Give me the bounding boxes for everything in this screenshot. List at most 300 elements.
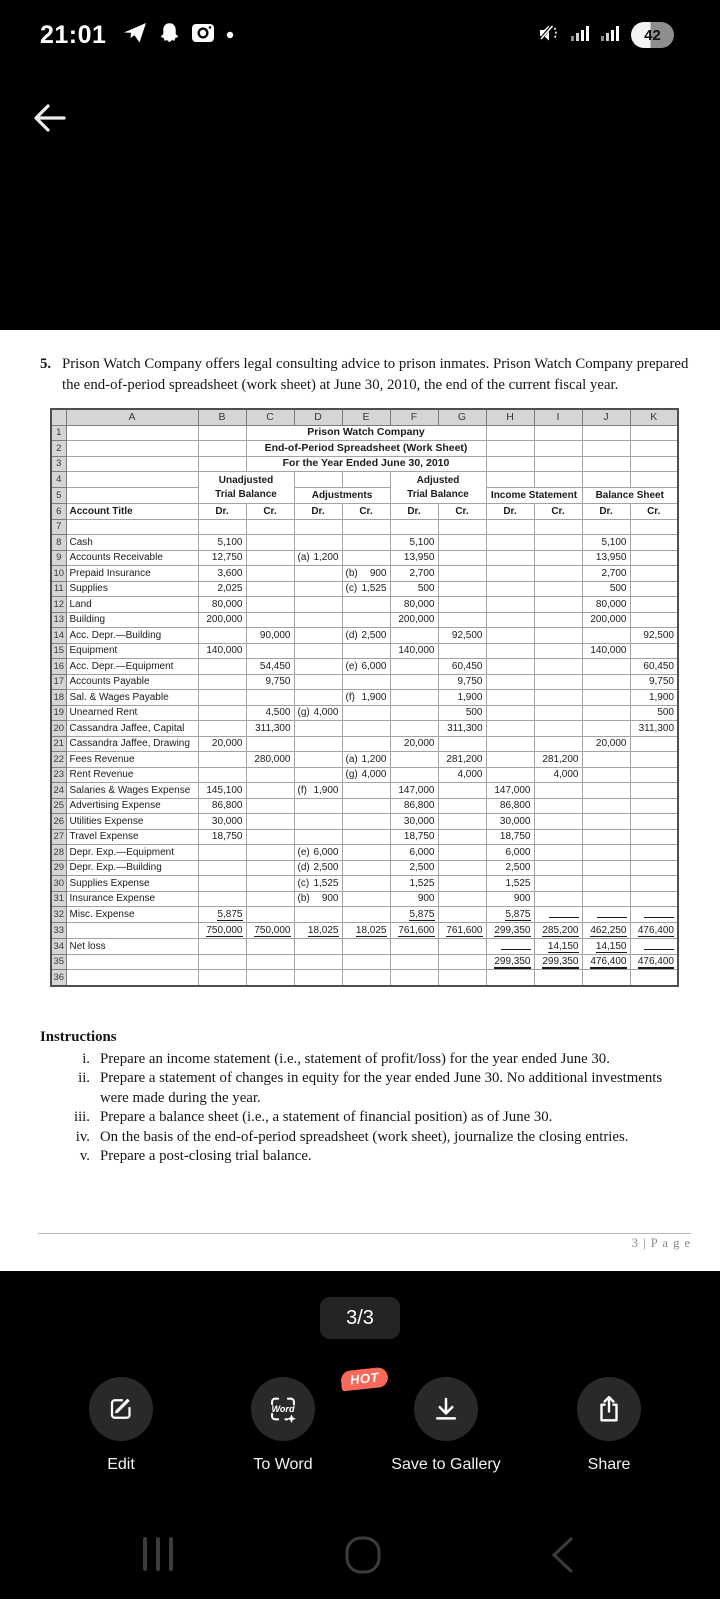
account-title-cell bbox=[66, 970, 198, 986]
amount-cell: 147,000 bbox=[486, 783, 534, 799]
amount-cell bbox=[630, 860, 678, 876]
amount-cell bbox=[438, 798, 486, 814]
instruction-item bbox=[40, 1147, 692, 1167]
amount-cell: 299,350 bbox=[534, 954, 582, 970]
share-label: Share bbox=[587, 1456, 631, 1473]
sheet-cell bbox=[630, 425, 678, 441]
account-title-cell: Unearned Rent bbox=[66, 705, 198, 721]
amount-cell bbox=[486, 690, 534, 706]
dr-header: Dr. bbox=[582, 504, 630, 520]
amount-cell bbox=[486, 612, 534, 628]
problem-text: Prison Watch Company offers legal consulting advice to prison inmates. Prison Watch Company prepared the end-of-period spreadsheet (work sheet) at June 30, 2010, the end of the current fiscal year. bbox=[62, 356, 689, 393]
amount-cell: (f) 1,900 bbox=[342, 690, 390, 706]
home-button[interactable] bbox=[344, 1535, 382, 1580]
instructions-list bbox=[40, 1050, 692, 1167]
amount-cell bbox=[246, 845, 294, 861]
amount-cell bbox=[438, 876, 486, 892]
sheet-data-row bbox=[51, 705, 678, 721]
amount-cell bbox=[630, 938, 678, 954]
amount-cell bbox=[246, 597, 294, 613]
status-bar bbox=[0, 0, 720, 62]
amount-cell bbox=[534, 860, 582, 876]
amount-cell bbox=[630, 736, 678, 752]
account-title-cell: Accounts Receivable bbox=[66, 550, 198, 566]
save-to-gallery-button[interactable] bbox=[366, 1377, 526, 1474]
row-number: 19 bbox=[51, 705, 66, 721]
amount-cell bbox=[294, 690, 342, 706]
amount-cell: 200,000 bbox=[198, 612, 246, 628]
column-letter: A bbox=[66, 409, 198, 425]
amount-cell bbox=[582, 705, 630, 721]
amount-cell bbox=[630, 612, 678, 628]
row-number: 25 bbox=[51, 798, 66, 814]
amount-cell: 9,750 bbox=[246, 674, 294, 690]
row-number: 3 bbox=[51, 456, 66, 472]
sheet-data-row bbox=[51, 581, 678, 597]
amount-cell bbox=[534, 798, 582, 814]
row-number: 27 bbox=[51, 829, 66, 845]
amount-cell: 500 bbox=[438, 705, 486, 721]
column-letter: H bbox=[486, 409, 534, 425]
sheet-data-row bbox=[51, 659, 678, 675]
amount-cell bbox=[294, 612, 342, 628]
amount-cell bbox=[630, 907, 678, 923]
amount-cell bbox=[342, 798, 390, 814]
amount-cell: (f) 1,900 bbox=[294, 783, 342, 799]
unadjusted-trial-balance-header: Unadjusted Trial Balance bbox=[198, 472, 294, 504]
amount-cell bbox=[342, 736, 390, 752]
row-number: 15 bbox=[51, 643, 66, 659]
amount-cell bbox=[534, 566, 582, 582]
row-number: 36 bbox=[51, 970, 66, 986]
amount-cell bbox=[246, 860, 294, 876]
amount-cell bbox=[582, 970, 630, 986]
cr-header: Cr. bbox=[534, 504, 582, 520]
amount-cell: 140,000 bbox=[390, 643, 438, 659]
amount-cell: 5,875 bbox=[486, 907, 534, 923]
amount-cell bbox=[486, 767, 534, 783]
amount-cell bbox=[342, 535, 390, 551]
amount-cell bbox=[438, 783, 486, 799]
instruction-text: On the basis of the end-of-period spreadsheet (work sheet), journalize the closing entries. bbox=[100, 1128, 629, 1145]
amount-cell bbox=[534, 721, 582, 737]
amount-cell bbox=[582, 659, 630, 675]
amount-cell bbox=[438, 938, 486, 954]
amount-cell bbox=[246, 535, 294, 551]
amount-cell bbox=[294, 519, 342, 535]
account-title-cell: Land bbox=[66, 597, 198, 613]
clock: 21:01 bbox=[40, 20, 107, 49]
balance-sheet-header: Balance Sheet bbox=[582, 487, 678, 504]
amount-cell bbox=[246, 690, 294, 706]
amount-cell bbox=[294, 721, 342, 737]
edit-button[interactable] bbox=[41, 1377, 201, 1474]
sheet-cell bbox=[294, 472, 342, 488]
amount-cell bbox=[390, 767, 438, 783]
amount-cell bbox=[390, 659, 438, 675]
footer-divider bbox=[38, 1233, 691, 1234]
amount-cell bbox=[486, 550, 534, 566]
amount-cell bbox=[534, 845, 582, 861]
amount-cell bbox=[438, 829, 486, 845]
account-title-cell: Misc. Expense bbox=[66, 907, 198, 923]
amount-cell bbox=[486, 566, 534, 582]
row-number: 24 bbox=[51, 783, 66, 799]
sheet-cell bbox=[66, 456, 198, 472]
amount-cell: 92,500 bbox=[438, 628, 486, 644]
amount-cell: 80,000 bbox=[198, 597, 246, 613]
amount-cell bbox=[630, 752, 678, 768]
amount-cell: 761,600 bbox=[390, 923, 438, 939]
amount-cell bbox=[342, 550, 390, 566]
word-icon[interactable] bbox=[251, 1369, 380, 1441]
column-letter: K bbox=[630, 409, 678, 425]
amount-cell bbox=[342, 721, 390, 737]
amount-cell bbox=[582, 767, 630, 783]
amount-cell: 285,200 bbox=[534, 923, 582, 939]
amount-cell bbox=[342, 829, 390, 845]
amount-cell bbox=[534, 612, 582, 628]
sheet-data-row bbox=[51, 798, 678, 814]
signal-icon bbox=[571, 25, 591, 46]
amount-cell bbox=[582, 876, 630, 892]
corner-cell bbox=[51, 409, 66, 425]
amount-cell bbox=[438, 643, 486, 659]
amount-cell bbox=[342, 705, 390, 721]
amount-cell bbox=[438, 814, 486, 830]
amount-cell bbox=[582, 674, 630, 690]
amount-cell bbox=[630, 845, 678, 861]
dr-header: Dr. bbox=[294, 504, 342, 520]
income-statement-header: Income Statement bbox=[486, 487, 582, 504]
instruction-text: Prepare a balance sheet (i.e., a statement of financial position) as of June 30. bbox=[100, 1109, 553, 1125]
amount-cell bbox=[486, 519, 534, 535]
amount-cell: 311,300 bbox=[630, 721, 678, 737]
amount-cell bbox=[390, 628, 438, 644]
instruction-item bbox=[40, 1050, 692, 1070]
amount-cell: 476,400 bbox=[582, 954, 630, 970]
amount-cell bbox=[246, 767, 294, 783]
account-title-header: Account Title bbox=[66, 504, 198, 520]
amount-cell: 80,000 bbox=[390, 597, 438, 613]
amount-cell bbox=[486, 705, 534, 721]
amount-cell bbox=[486, 643, 534, 659]
amount-cell bbox=[342, 612, 390, 628]
amount-cell: (d) 2,500 bbox=[294, 860, 342, 876]
amount-cell: 1,525 bbox=[486, 876, 534, 892]
amount-cell bbox=[294, 814, 342, 830]
amount-cell bbox=[246, 876, 294, 892]
amount-cell bbox=[246, 550, 294, 566]
sheet-data-row bbox=[51, 597, 678, 613]
amount-cell bbox=[198, 674, 246, 690]
account-title-cell: Acc. Depr.—Building bbox=[66, 628, 198, 644]
row-number: 20 bbox=[51, 721, 66, 737]
problem-number: 5. bbox=[40, 356, 52, 372]
amount-cell: 18,750 bbox=[486, 829, 534, 845]
amount-cell: (e) 6,000 bbox=[294, 845, 342, 861]
sheet-data-row bbox=[51, 954, 678, 970]
amount-cell: 20,000 bbox=[390, 736, 438, 752]
amount-cell bbox=[486, 535, 534, 551]
amount-cell bbox=[246, 814, 294, 830]
amount-cell: (c) 1,525 bbox=[342, 581, 390, 597]
sheet-cell bbox=[486, 425, 534, 441]
amount-cell: (a) 1,200 bbox=[294, 550, 342, 566]
row-number: 33 bbox=[51, 923, 66, 939]
column-letter: F bbox=[390, 409, 438, 425]
amount-cell: 1,525 bbox=[390, 876, 438, 892]
amount-cell bbox=[390, 519, 438, 535]
cr-header: Cr. bbox=[342, 504, 390, 520]
amount-cell bbox=[438, 736, 486, 752]
amount-cell bbox=[198, 860, 246, 876]
account-title-cell: Sal. & Wages Payable bbox=[66, 690, 198, 706]
amount-cell bbox=[198, 876, 246, 892]
sheet-data-row bbox=[51, 876, 678, 892]
amount-cell bbox=[198, 891, 246, 907]
account-title-cell: Utilities Expense bbox=[66, 814, 198, 830]
amount-cell: 18,750 bbox=[198, 829, 246, 845]
document-page bbox=[0, 330, 720, 1271]
amount-cell bbox=[342, 860, 390, 876]
sheet-data-row bbox=[51, 721, 678, 737]
group-header-row bbox=[51, 487, 678, 504]
amount-cell bbox=[534, 970, 582, 986]
amount-cell bbox=[198, 659, 246, 675]
account-title-cell: Depr. Exp.—Equipment bbox=[66, 845, 198, 861]
amount-cell bbox=[534, 705, 582, 721]
instructions-section bbox=[40, 1028, 692, 1167]
amount-cell bbox=[342, 783, 390, 799]
sheet-data-row bbox=[51, 550, 678, 566]
back-button[interactable] bbox=[30, 98, 76, 144]
column-letter: G bbox=[438, 409, 486, 425]
amount-cell bbox=[246, 612, 294, 628]
account-title-cell bbox=[66, 954, 198, 970]
cr-header: Cr. bbox=[246, 504, 294, 520]
viewer-bottom-bar bbox=[0, 1271, 720, 1599]
amount-cell bbox=[342, 954, 390, 970]
amount-cell: 30,000 bbox=[390, 814, 438, 830]
edit-icon[interactable] bbox=[89, 1377, 153, 1441]
account-title-cell: Insurance Expense bbox=[66, 891, 198, 907]
amount-cell bbox=[294, 581, 342, 597]
amount-cell bbox=[246, 891, 294, 907]
sheet-data-row bbox=[51, 674, 678, 690]
cr-header: Cr. bbox=[630, 504, 678, 520]
amount-cell bbox=[390, 938, 438, 954]
dr-header: Dr. bbox=[486, 504, 534, 520]
amount-cell: 6,000 bbox=[486, 845, 534, 861]
amount-cell: 9,750 bbox=[438, 674, 486, 690]
amount-cell bbox=[582, 519, 630, 535]
amount-cell: (g) 4,000 bbox=[342, 767, 390, 783]
account-title-cell: Advertising Expense bbox=[66, 798, 198, 814]
amount-cell bbox=[486, 597, 534, 613]
amount-cell bbox=[582, 783, 630, 799]
amount-cell: (g) 4,000 bbox=[294, 705, 342, 721]
amount-cell bbox=[534, 519, 582, 535]
amount-cell bbox=[390, 721, 438, 737]
amount-cell bbox=[198, 845, 246, 861]
amount-cell: 9,750 bbox=[630, 674, 678, 690]
account-title-cell: Supplies Expense bbox=[66, 876, 198, 892]
sheet-cell bbox=[630, 441, 678, 457]
amount-cell bbox=[630, 814, 678, 830]
amount-cell bbox=[582, 628, 630, 644]
account-title-cell: Travel Expense bbox=[66, 829, 198, 845]
amount-cell bbox=[582, 860, 630, 876]
recents-button[interactable] bbox=[143, 1537, 173, 1571]
amount-cell: (c) 1,525 bbox=[294, 876, 342, 892]
amount-cell bbox=[198, 938, 246, 954]
amount-cell: 86,800 bbox=[390, 798, 438, 814]
amount-cell bbox=[630, 891, 678, 907]
amount-cell bbox=[630, 783, 678, 799]
amount-cell: 6,000 bbox=[390, 845, 438, 861]
sheet-cell bbox=[534, 425, 582, 441]
column-letter: I bbox=[534, 409, 582, 425]
amount-cell: 54,450 bbox=[246, 659, 294, 675]
amount-cell bbox=[294, 798, 342, 814]
account-title-cell: Supplies bbox=[66, 581, 198, 597]
amount-cell: 750,000 bbox=[198, 923, 246, 939]
amount-cell bbox=[294, 566, 342, 582]
amount-cell bbox=[390, 690, 438, 706]
sheet-data-row bbox=[51, 767, 678, 783]
amount-cell: 200,000 bbox=[390, 612, 438, 628]
amount-cell bbox=[390, 954, 438, 970]
adjusted-trial-balance-header: Adjusted Trial Balance bbox=[390, 472, 486, 504]
amount-cell: 281,200 bbox=[438, 752, 486, 768]
sheet-cell bbox=[630, 472, 678, 488]
instruction-numeral: iv. bbox=[75, 1128, 90, 1145]
sheet-title-row bbox=[51, 456, 678, 472]
row-number: 30 bbox=[51, 876, 66, 892]
amount-cell bbox=[534, 736, 582, 752]
vibrate-mute-icon bbox=[539, 24, 561, 47]
amount-cell bbox=[438, 891, 486, 907]
amount-cell bbox=[630, 581, 678, 597]
sheet-data-row bbox=[51, 535, 678, 551]
share-icon[interactable] bbox=[577, 1377, 641, 1441]
amount-cell: 145,100 bbox=[198, 783, 246, 799]
amount-cell: (b) 900 bbox=[294, 891, 342, 907]
amount-cell bbox=[438, 907, 486, 923]
status-bar-right bbox=[539, 22, 674, 48]
amount-cell bbox=[198, 752, 246, 768]
amount-cell: 20,000 bbox=[198, 736, 246, 752]
amount-cell: 80,000 bbox=[582, 597, 630, 613]
amount-cell: 5,100 bbox=[582, 535, 630, 551]
amount-cell bbox=[534, 876, 582, 892]
amount-cell bbox=[438, 519, 486, 535]
amount-cell bbox=[630, 550, 678, 566]
download-icon[interactable] bbox=[414, 1377, 478, 1441]
amount-cell bbox=[294, 938, 342, 954]
amount-cell bbox=[582, 814, 630, 830]
column-letter: E bbox=[342, 409, 390, 425]
amount-cell: (b) 900 bbox=[342, 566, 390, 582]
amount-cell bbox=[198, 519, 246, 535]
row-number: 9 bbox=[51, 550, 66, 566]
amount-cell bbox=[342, 814, 390, 830]
instruction-item bbox=[40, 1069, 692, 1108]
amount-cell bbox=[294, 674, 342, 690]
android-nav-bar bbox=[0, 1535, 720, 1579]
instruction-item bbox=[40, 1108, 692, 1128]
amount-cell: 13,950 bbox=[582, 550, 630, 566]
amount-cell bbox=[534, 643, 582, 659]
amount-cell: (d) 2,500 bbox=[342, 628, 390, 644]
row-number: 4 bbox=[51, 472, 66, 488]
amount-cell bbox=[342, 674, 390, 690]
adjustments-header: Adjustments bbox=[294, 487, 390, 504]
camera-icon bbox=[191, 23, 215, 48]
amount-cell: 281,200 bbox=[534, 752, 582, 768]
amount-cell bbox=[534, 783, 582, 799]
instruction-item bbox=[40, 1128, 692, 1148]
amount-cell bbox=[534, 628, 582, 644]
row-number: 8 bbox=[51, 535, 66, 551]
instructions-heading: Instructions bbox=[40, 1029, 117, 1045]
amount-cell bbox=[630, 767, 678, 783]
amount-cell bbox=[534, 814, 582, 830]
instruction-numeral: i. bbox=[82, 1050, 90, 1067]
amount-cell bbox=[486, 752, 534, 768]
amount-cell bbox=[486, 721, 534, 737]
amount-cell bbox=[534, 891, 582, 907]
sheet-data-row bbox=[51, 829, 678, 845]
column-letter: D bbox=[294, 409, 342, 425]
sheet-data-row bbox=[51, 814, 678, 830]
row-number: 23 bbox=[51, 767, 66, 783]
to-word-button[interactable] bbox=[203, 1369, 380, 1474]
amount-cell: 500 bbox=[390, 581, 438, 597]
sheet-cell bbox=[66, 472, 198, 488]
amount-cell bbox=[486, 628, 534, 644]
amount-cell: 462,250 bbox=[582, 923, 630, 939]
row-number: 32 bbox=[51, 907, 66, 923]
telegram-icon bbox=[123, 22, 148, 49]
amount-cell bbox=[582, 829, 630, 845]
sheet-cell bbox=[198, 456, 246, 472]
amount-cell: 30,000 bbox=[198, 814, 246, 830]
sheet-cell bbox=[534, 456, 582, 472]
amount-cell bbox=[342, 519, 390, 535]
hot-badge: HOT bbox=[340, 1367, 389, 1392]
row-number: 17 bbox=[51, 674, 66, 690]
amount-cell: 5,100 bbox=[390, 535, 438, 551]
amount-cell: 18,750 bbox=[390, 829, 438, 845]
amount-cell bbox=[246, 643, 294, 659]
share-button[interactable] bbox=[529, 1377, 689, 1474]
instruction-text: Prepare a statement of changes in equity for the year ended June 30. No additional investments were made during the year. bbox=[100, 1070, 663, 1106]
amount-cell: 3,600 bbox=[198, 566, 246, 582]
amount-cell: 4,500 bbox=[246, 705, 294, 721]
column-letters-row bbox=[51, 409, 678, 425]
sheet-data-row bbox=[51, 566, 678, 582]
amount-cell bbox=[198, 721, 246, 737]
amount-cell bbox=[486, 674, 534, 690]
amount-cell: 1,900 bbox=[438, 690, 486, 706]
page-number-footer: 3 | P a g e bbox=[631, 1236, 691, 1250]
amount-cell bbox=[198, 767, 246, 783]
back-nav-button[interactable] bbox=[549, 1536, 575, 1579]
amount-cell bbox=[294, 643, 342, 659]
amount-cell bbox=[342, 876, 390, 892]
